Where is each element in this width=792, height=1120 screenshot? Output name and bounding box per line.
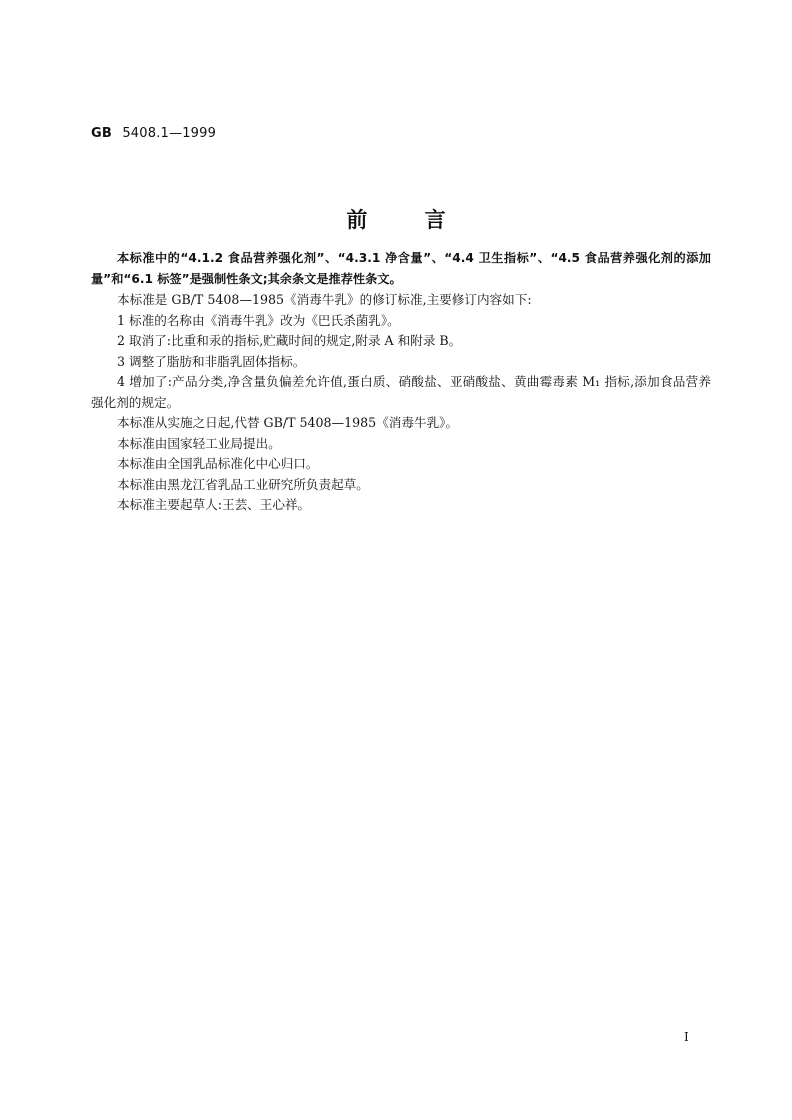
- page-title: [0, 204, 792, 234]
- revision-intro-paragraph: 本标准是 GB/T 5408—1985《消毒牛乳》的修订标准,主要修订内容如下:: [117, 292, 532, 307]
- document-header: [91, 126, 216, 141]
- drafted-by-paragraph: 本标准由黑龙江省乳品工业研究所负责起草。: [117, 476, 369, 492]
- revision-item-3: 3 调整了脂肪和非脂乳固体指标。: [117, 353, 306, 369]
- revision-item-4: 4 增加了:产品分类,净含量负偏差允许值,蛋白质、硝酸盐、亚硝酸盐、黄曲霉毒素 M₁ 指标,添加食品营养强化剂的规定。: [91, 374, 711, 410]
- revision-item-2: 2 取消了:比重和汞的指标,贮藏时间的规定,附录 A 和附录 B。: [117, 333, 462, 348]
- drafters-paragraph: 本标准主要起草人:王芸、王心祥。: [117, 497, 311, 512]
- replacement-paragraph: 本标准从实施之日起,代替 GB/T 5408—1985《消毒牛乳》。: [117, 415, 459, 430]
- revision-item-1: 1 标准的名称由《消毒牛乳》改为《巴氏杀菌乳》。: [117, 312, 400, 328]
- proposer-paragraph: 本标准由国家轻工业局提出。: [117, 435, 281, 451]
- centralized-by-paragraph: 本标准由全国乳品标准化中心归口。: [117, 456, 319, 471]
- standard-number: 5408.1—1999: [122, 126, 217, 141]
- title-char-2: 言: [424, 207, 446, 232]
- foreword-body: [91, 248, 711, 516]
- page-number: I: [684, 1030, 689, 1044]
- mandatory-clause-paragraph: 本标准中的“4.1.2 食品营养强化剂”、“4.3.1 净含量”、“4.4 卫生指标”、“4.5 食品营养强化剂的添加量”和“6.1 标签”是强制性条文;其余条文是推荐性条文。: [91, 251, 711, 286]
- standard-code: GB: [91, 126, 112, 141]
- title-char-1: 前: [346, 207, 368, 232]
